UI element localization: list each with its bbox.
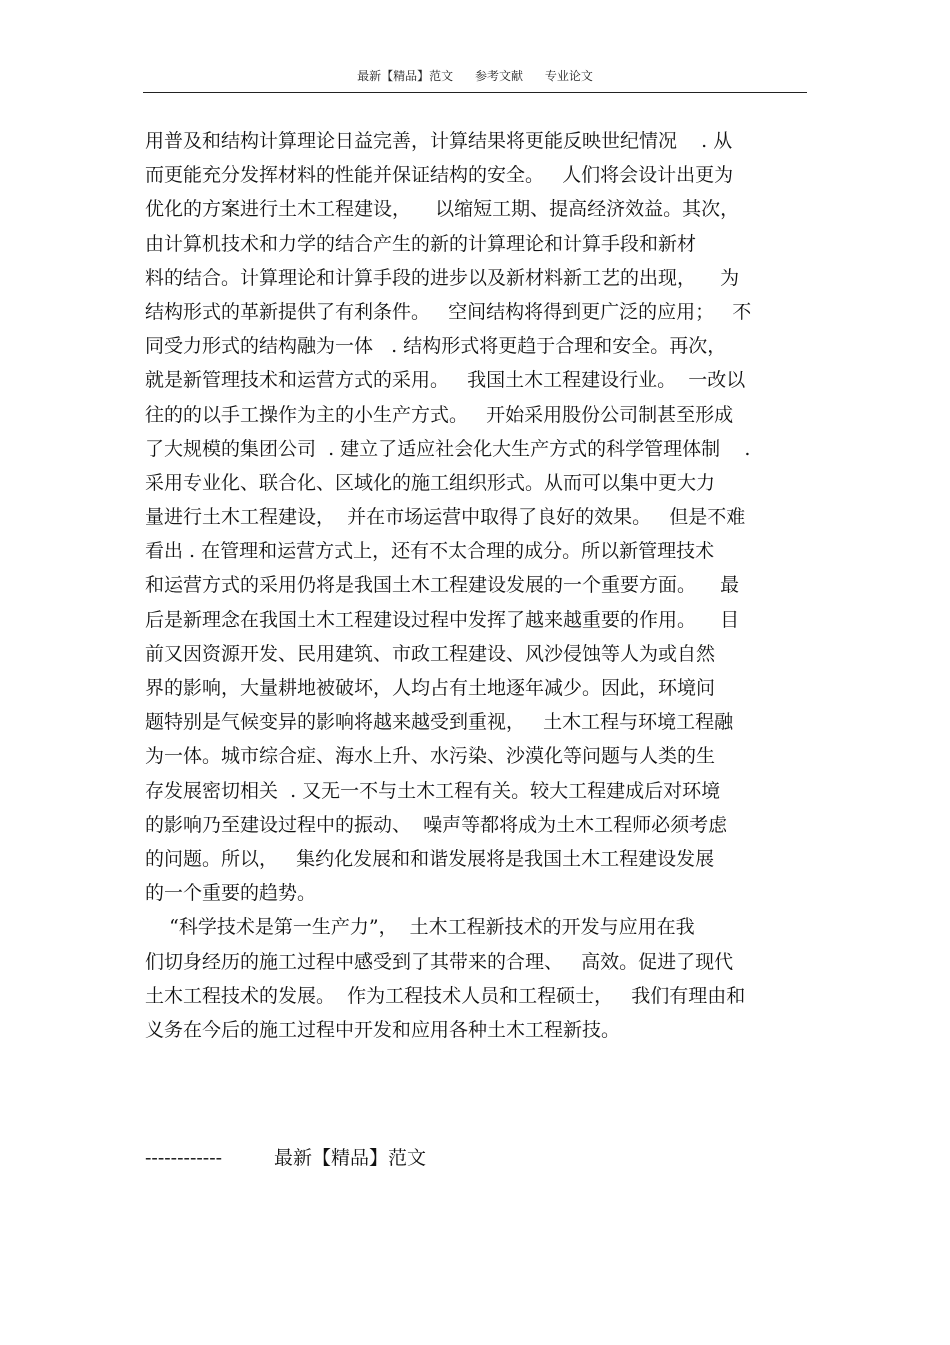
body-line: 用普及和结构计算理论日益完善，计算结果将更能反映世纪情况 . 从 [145, 130, 733, 152]
body-line: 结构形式的革新提供了有利条件。 空间结构将得到更广泛的应用； 不 [145, 300, 752, 323]
body-line: 界的影响，大量耕地被破坏，人均占有土地逐年减少。因此，环境问 [145, 677, 716, 699]
body-line: 料的结合。计算理论和计算手段的进步以及新材料新工艺的出现， 为 [145, 266, 740, 289]
body-line: 前又因资源开发、民用建筑、市政工程建设、风沙侵蚀等人为或自然 [145, 642, 716, 665]
body-line: 和运营方式的采用仍将是我国土木工程建设发展的一个重要方面。 最 [145, 574, 740, 597]
body-line: 的问题。所以， 集约化发展和和谐发展将是我国土木工程建设发展 [145, 847, 715, 870]
page-header [143, 66, 807, 93]
body-line: 后是新理念在我国土木工程建设过程中发挥了越来越重要的作用。 目 [145, 608, 740, 631]
body-line: 的一个重要的趋势。 [145, 882, 317, 905]
body-line: “科学技术是第一生产力”， 土木工程新技术的开发与应用在我 [145, 916, 695, 939]
header-item-latest-essays: 最新【精品】范文 [357, 69, 454, 83]
page-footer [145, 1145, 426, 1171]
body-line: 就是新管理技术和运营方式的采用。 我国土木工程建设行业。 一改以 [145, 369, 746, 392]
body-line: 而更能充分发挥材料的性能并保证结构的安全。 人们将会设计出更为 [145, 164, 734, 187]
header-item-professional-papers: 专业论文 [544, 69, 593, 83]
body-line: 了大规模的集团公司 . 建立了适应社会化大生产方式的科学管理体制 . [145, 437, 751, 460]
body-line: 看出 . 在管理和运营方式上，还有不太合理的成分。所以新管理技术 [145, 540, 715, 563]
body-line: 为一体。城市综合症、海水上升、水污染、沙漠化等问题与人类的生 [145, 745, 716, 768]
header-item-references: 参考文献 [474, 69, 523, 83]
body-line: 土木工程技术的发展。 作为工程技术人员和工程硕士， 我们有理由和 [145, 984, 746, 1007]
body-line: 题特别是气候变异的影响将越来越受到重视， 土木工程与环境工程融 [145, 711, 734, 734]
footer-dashes: ------------ [145, 1147, 223, 1169]
body-line: 同受力形式的结构融为一体 . 结构形式将更趋于合理和安全。再次， [145, 335, 727, 358]
body-text [145, 124, 810, 1047]
body-line: 优化的方案进行土木工程建设， 以缩短工期、提高经济效益。其次， [145, 198, 740, 221]
body-line: 的影响乃至建设过程中的振动、 噪声等都将成为土木工程师必须考虑 [145, 813, 728, 836]
footer-text: 最新【精品】范文 [274, 1147, 427, 1169]
body-line: 存发展密切相关 . 又无一不与土木工程有关。较大工程建成后对环境 [145, 779, 721, 802]
body-line: 量进行土木工程建设， 并在市场运营中取得了良好的效果。 但是不难 [145, 506, 746, 529]
body-line: 义务在今后的施工过程中开发和应用各种土木工程新技。 [145, 1018, 621, 1041]
body-line: 往的的以手工操作为主的小生产方式。 开始采用股份公司制甚至形成 [145, 403, 734, 426]
body-line: 采用专业化、联合化、区域化的施工组织形式。从而可以集中更大力 [145, 471, 716, 494]
body-line: 们切身经历的施工过程中感受到了其带来的合理、 高效。促进了现代 [145, 950, 734, 973]
body-line: 由计算机技术和力学的结合产生的新的计算理论和计算手段和新材 [145, 232, 697, 255]
